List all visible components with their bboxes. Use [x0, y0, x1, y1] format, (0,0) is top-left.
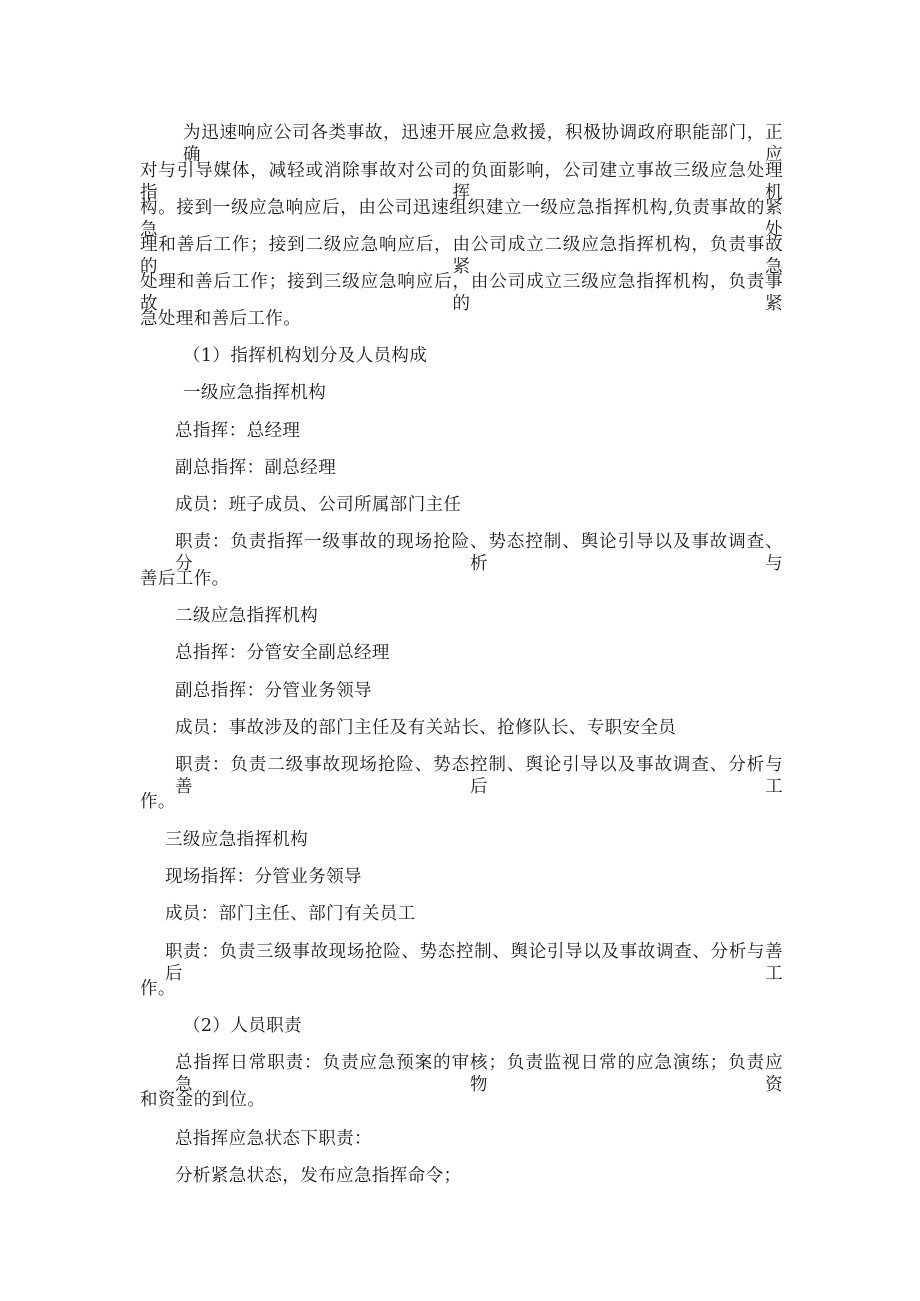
- emergency-duty-title: 总指挥应急状态下职责：: [175, 1129, 372, 1149]
- level3-duty-line-2: 作。: [140, 979, 176, 999]
- level1-duty-line-1: 职责：负责指挥一级事故的现场抢险、势态控制、舆论引导以及事故调查、分析与: [175, 532, 783, 574]
- level2-duty-line-1: 职责：负责二级事故现场抢险、势态控制、舆论引导以及事故调查、分析与善后工: [175, 755, 783, 797]
- intro-line-4: 理和善后工作；接到二级应急响应后，由公司成立二级应急指挥机构，负责事故的紧急: [140, 235, 783, 277]
- level3-duty-line-1: 职责：负责三级事故现场抢险、势态控制、舆论引导以及事故调查、分析与善后工: [165, 942, 783, 984]
- level2-deputy: 副总指挥：分管业务领导: [175, 681, 372, 701]
- intro-line-6: 急处理和善后工作。: [140, 309, 302, 329]
- intro-line-1: 为迅速响应公司各类事故，迅速开展应急救援，积极协调政府职能部门，正确应: [183, 123, 783, 165]
- level1-title: 一级应急指挥机构: [183, 383, 327, 403]
- level3-title: 三级应急指挥机构: [165, 830, 309, 850]
- level1-deputy: 副总指挥：副总经理: [175, 458, 337, 478]
- intro-line-3: 构。接到一级应急响应后，由公司迅速组织建立一级应急指挥机构,负责事故的紧急处: [140, 198, 783, 240]
- level2-commander: 总指挥：分管安全副总经理: [175, 643, 390, 663]
- level3-commander: 现场指挥：分管业务领导: [165, 867, 362, 887]
- level2-title: 二级应急指挥机构: [175, 606, 319, 626]
- level1-commander: 总指挥：总经理: [175, 421, 301, 441]
- level3-members: 成员：部门主任、部门有关员工: [165, 904, 416, 924]
- intro-line-2: 对与引导媒体，减轻或消除事故对公司的负面影响，公司建立事故三级应急处理指挥机: [140, 161, 783, 203]
- level1-members: 成员：班子成员、公司所属部门主任: [175, 495, 462, 515]
- emergency-duty-item-1: 分析紧急状态，发布应急指挥命令；: [175, 1166, 462, 1186]
- daily-duty-line-1: 总指挥日常职责：负责应急预案的审核；负责监视日常的应急演练；负责应急物资: [175, 1053, 783, 1095]
- intro-line-5: 处理和善后工作；接到三级应急响应后，由公司成立三级应急指挥机构，负责事故的紧: [140, 272, 783, 314]
- section-heading-1: （1）指挥机构划分及人员构成: [183, 346, 428, 366]
- section-heading-2: （2）人员职责: [183, 1016, 302, 1036]
- level2-members: 成员：事故涉及的部门主任及有关站长、抢修队长、专职安全员: [175, 718, 677, 738]
- level1-duty-line-2: 善后工作。: [140, 569, 230, 589]
- level2-duty-line-2: 作。: [140, 792, 176, 812]
- daily-duty-line-2: 和资金的到位。: [140, 1090, 266, 1110]
